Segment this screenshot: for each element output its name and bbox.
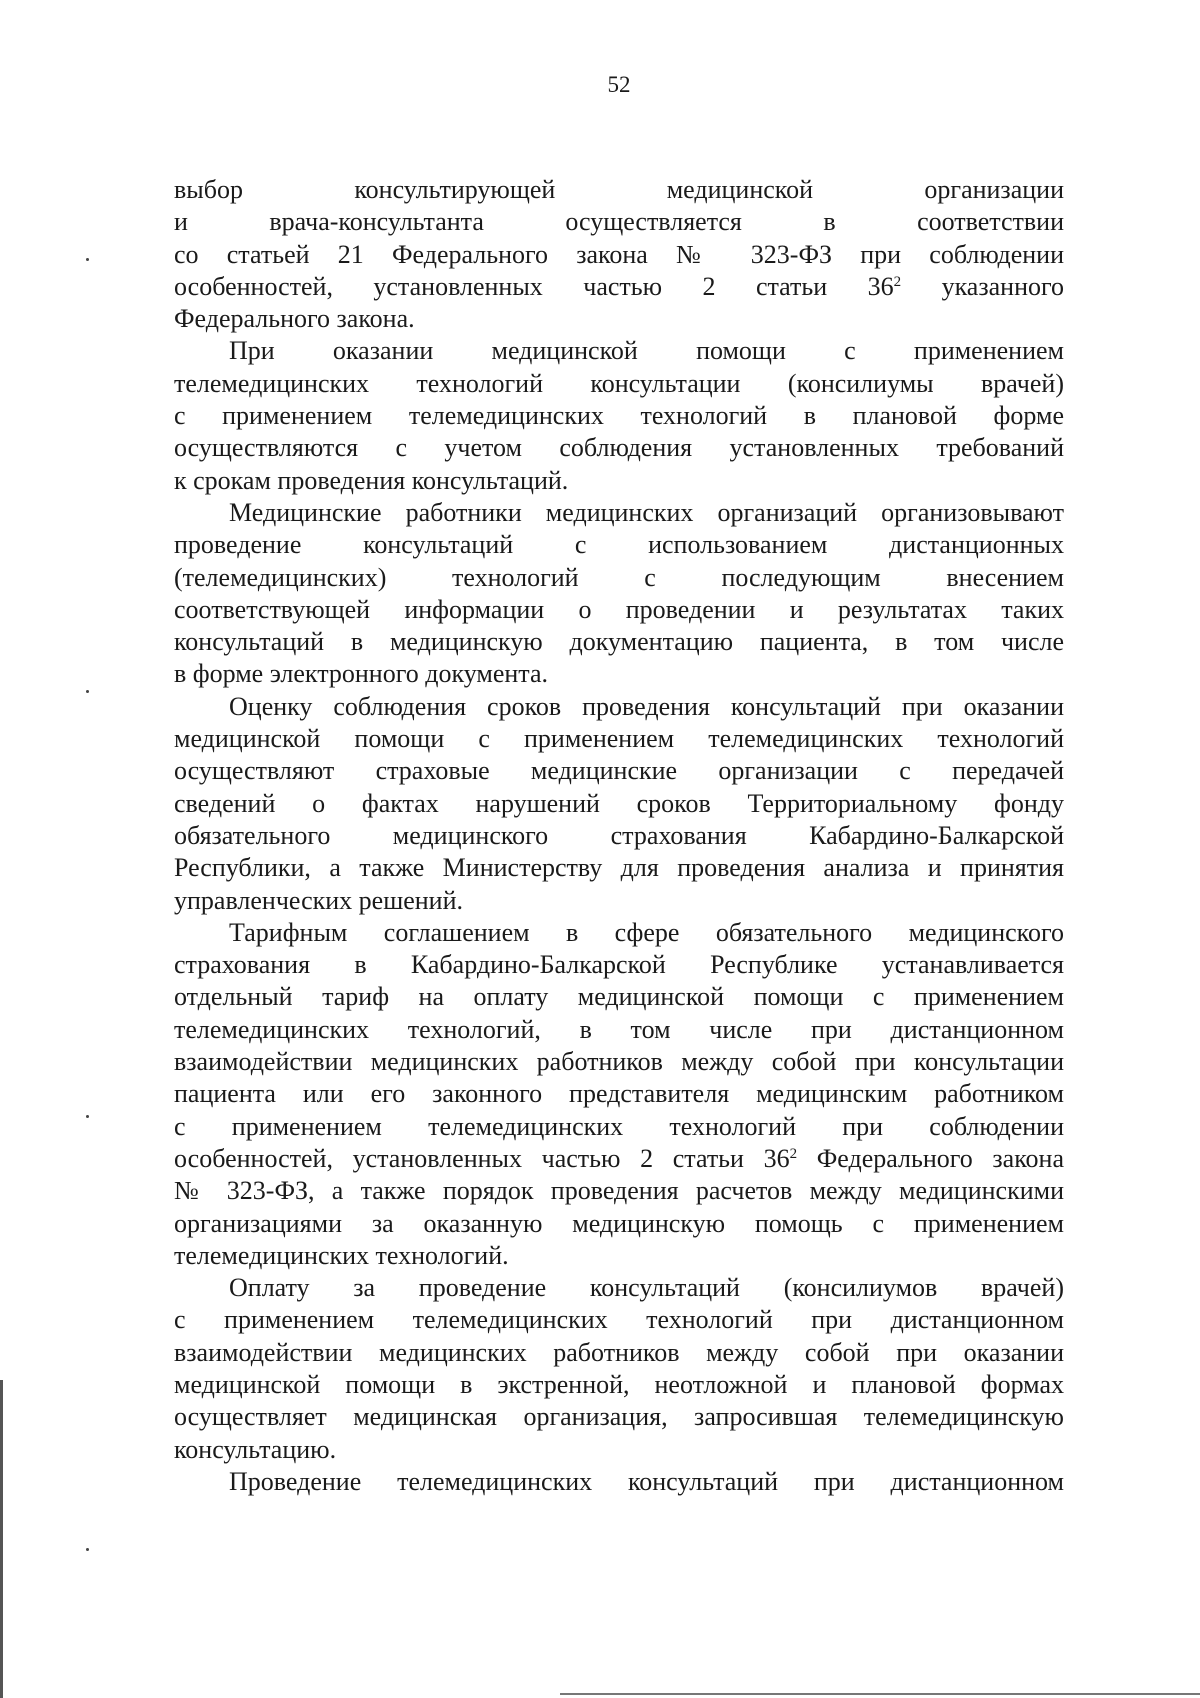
text-line: Тарифным соглашением в сфере обязательного медицинского xyxy=(229,917,1064,947)
text-line: осуществляет медицинская организация, запросившая телемедицинскую xyxy=(174,1402,1064,1432)
text-line: Оценку соблюдения сроков проведения консультаций при оказании xyxy=(229,691,1064,721)
text-line: со статьей 21 Федерального закона № 323-ФЗ при соблюдении xyxy=(174,239,1064,269)
text-line: управленческих решений. xyxy=(174,885,464,915)
text-line: телемедицинских технологий консультации (консилиумы врачей) xyxy=(174,368,1064,398)
text-line: в форме электронного документа. xyxy=(174,659,549,689)
text-line: Республики, а также Министерству для проведения анализа и принятия xyxy=(174,853,1064,883)
text-line: особенностей, установленных частью 2 статьи $36^2$ указанного xyxy=(174,271,1065,301)
text-line: и врача-консультанта осуществляется в соответствии xyxy=(174,207,1064,237)
paragraph xyxy=(174,174,1064,335)
document-body xyxy=(174,174,1064,1498)
text-line: Медицинские работники медицинских организаций организовывают xyxy=(229,497,1064,527)
paragraph xyxy=(174,497,1064,691)
scan-edge-mark xyxy=(0,1380,3,1698)
page-number: 52 xyxy=(607,72,631,97)
text-line: № 323-ФЗ, а также порядок проведения расчетов между медицинскими xyxy=(174,1176,1064,1206)
text-line: Федерального закона. xyxy=(174,304,415,334)
text-line: консультацию. xyxy=(174,1434,337,1464)
text-line: телемедицинских технологий, в том числе при дистанционном xyxy=(174,1014,1064,1044)
scan-edge-mark xyxy=(560,1693,1200,1695)
text-line: взаимодействии медицинских работников между собой при консультации xyxy=(174,1047,1064,1077)
paragraph xyxy=(174,335,1064,496)
scan-speck xyxy=(86,1115,89,1118)
paragraph xyxy=(174,1272,1064,1466)
text-line: медицинской помощи в экстренной, неотложной и плановой формах xyxy=(174,1369,1064,1399)
scan-speck xyxy=(86,690,89,693)
text-line: телемедицинских технологий. xyxy=(174,1240,509,1270)
text-line: с применением телемедицинских технологий при соблюдении xyxy=(174,1111,1064,1141)
text-line: осуществляют страховые медицинские организации с передачей xyxy=(174,756,1064,786)
text-line: страхования в Кабардино-Балкарской Республике устанавливается xyxy=(174,950,1064,980)
text-line: При оказании медицинской помощи с применением xyxy=(229,336,1064,366)
text-line: с применением телемедицинских технологий при дистанционном xyxy=(174,1305,1064,1335)
text-line: консультаций в медицинскую документацию пациента, в том числе xyxy=(174,627,1064,657)
text-line: обязательного медицинского страхования Кабардино-Балкарской xyxy=(174,820,1064,850)
paragraph xyxy=(174,1466,1064,1498)
paragraph xyxy=(174,917,1064,1272)
text-line: (телемедицинских) технологий с последующим внесением xyxy=(174,562,1064,592)
text-line: организациями за оказанную медицинскую помощь с применением xyxy=(174,1208,1064,1238)
text-line: проведение консультаций с использованием дистанционных xyxy=(174,530,1064,560)
text-line: с применением телемедицинских технологий в плановой форме xyxy=(174,401,1064,431)
text-line: Оплату за проведение консультаций (консилиумов врачей) xyxy=(229,1273,1064,1303)
text-line: выбор консультирующей медицинской организации xyxy=(174,175,1064,204)
text-line: Проведение телемедицинских консультаций при дистанционном xyxy=(229,1466,1064,1496)
text-line: медицинской помощи с применением телемедицинских технологий xyxy=(174,724,1064,754)
text-line: соответствующей информации о проведении и результатах таких xyxy=(174,594,1064,624)
text-line: пациента или его законного представителя медицинским работником xyxy=(174,1079,1064,1109)
paragraph xyxy=(174,691,1064,917)
text-line: особенностей, установленных частью 2 статьи $36^2$ Федерального закона xyxy=(174,1143,1064,1173)
scan-speck xyxy=(86,1548,89,1551)
text-line: взаимодействии медицинских работников между собой при оказании xyxy=(174,1337,1064,1367)
text-line: сведений о фактах нарушений сроков Территориальному фонду xyxy=(174,788,1064,818)
text-line: осуществляются с учетом соблюдения установленных требований xyxy=(174,433,1064,463)
text-line: к срокам проведения консультаций. xyxy=(174,465,569,495)
text-line: отдельный тариф на оплату медицинской помощи с применением xyxy=(174,982,1064,1012)
scan-speck xyxy=(86,258,89,261)
